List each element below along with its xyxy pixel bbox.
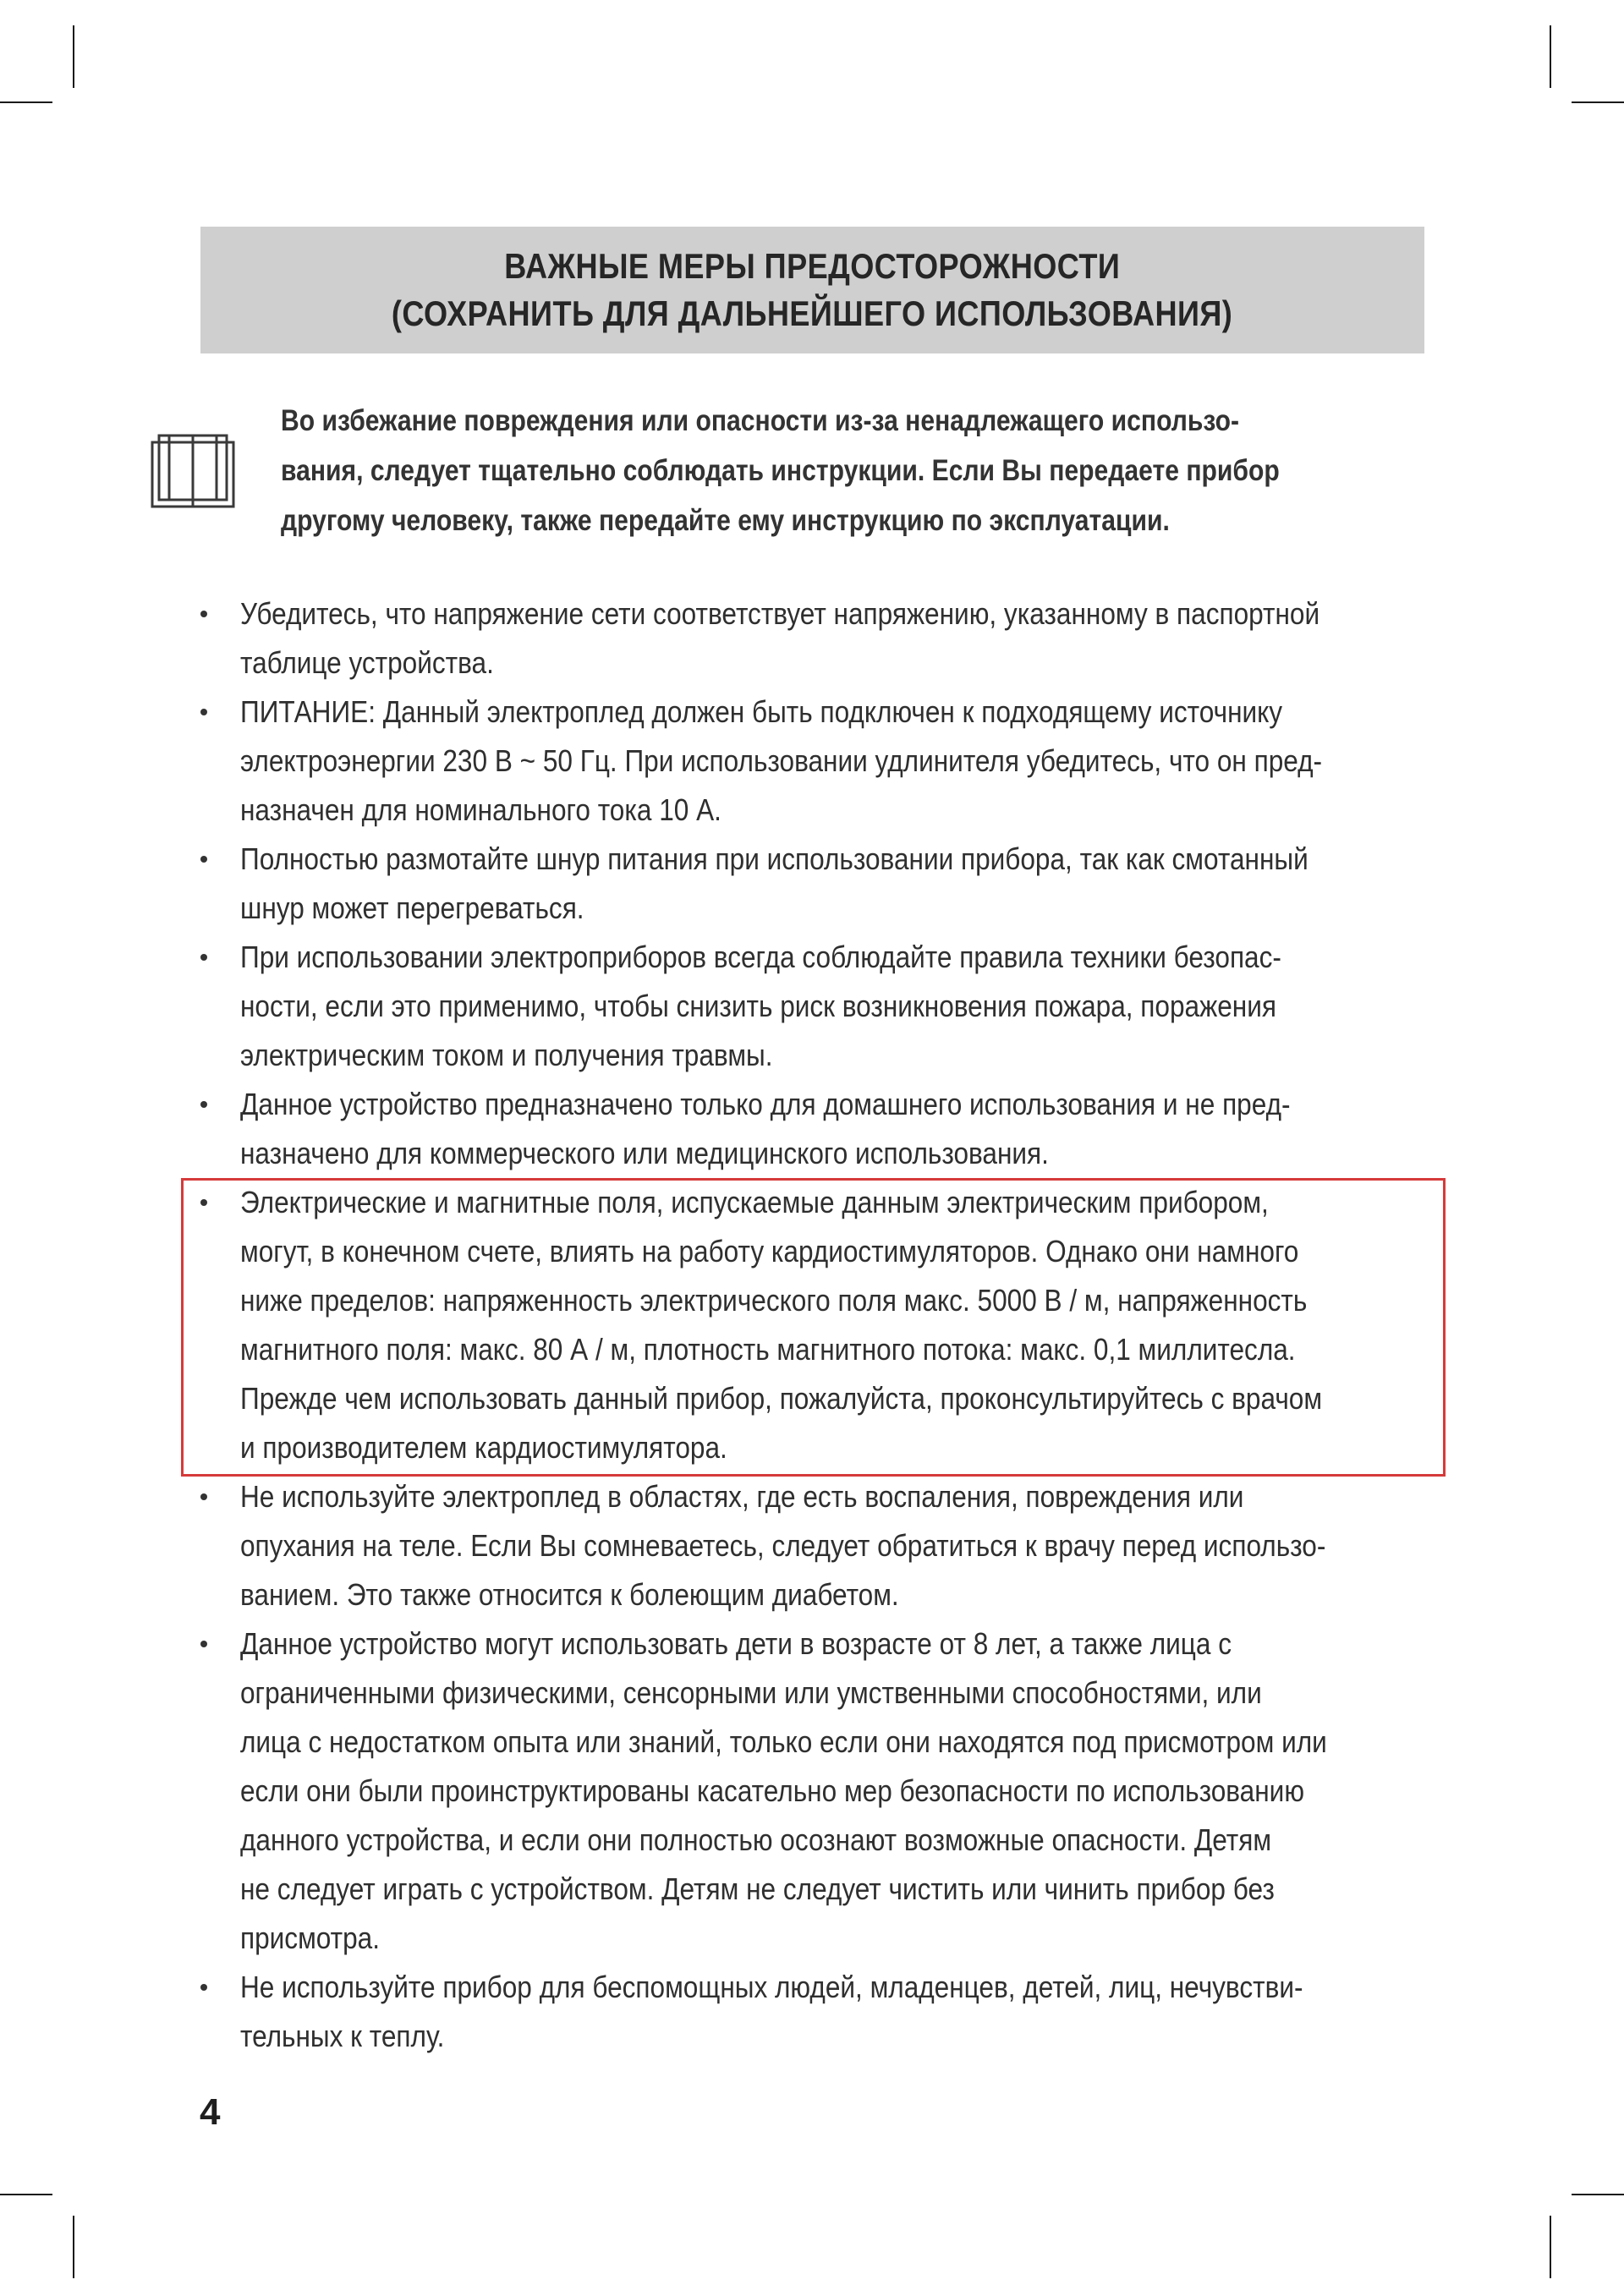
header-title-line-2: (СОХРАНИТЬ ДЛЯ ДАЛЬНЕЙШЕГО ИСПОЛЬЗОВАНИЯ) — [392, 293, 1233, 333]
list-item-line: присмотра. — [240, 1921, 381, 1955]
list-item-line: лица с недостатком опыта или знаний, только если они находятся под присмотром или — [240, 1724, 1327, 1759]
list-item — [0, 1963, 1624, 2061]
list-item-line: Не используйте электроплед в областях, где есть воспаления, повреждения или — [240, 1479, 1244, 1514]
intro-line: другому человеку, также передайте ему инструкцию по эксплуатации. — [281, 504, 1170, 537]
list-item-line: назначено для коммерческого или медицинского использования. — [240, 1136, 1049, 1170]
list-item-line: электрическим током и получения травмы. — [240, 1038, 773, 1072]
bullet-dot-icon — [200, 1984, 207, 1991]
list-item-line: Прежде чем использовать данный прибор, пожалуйста, проконсультируйтесь с врачом — [240, 1381, 1323, 1416]
bullet-dot-icon — [200, 856, 207, 863]
list-item-line: электроэнергии 230 В ~ 50 Гц. При использовании удлинителя убедитесь, что он пред- — [240, 743, 1323, 778]
list-item-line: Полностью размотайте шнур питания при использовании прибора, так как смотанный — [240, 841, 1309, 876]
list-item-line: тельных к теплу. — [240, 2019, 445, 2053]
list-item — [0, 1080, 1624, 1178]
bullet-dot-icon — [200, 611, 207, 617]
bullet-dot-icon — [200, 1199, 207, 1206]
list-item — [0, 589, 1624, 688]
list-item-line: если они были проинструктированы касательно мер безопасности по использованию — [240, 1773, 1305, 1808]
precautions-list — [0, 589, 1624, 2061]
list-item-line: ПИТАНИЕ: Данный электроплед должен быть подключен к подходящему источнику — [240, 694, 1283, 729]
list-item — [0, 835, 1624, 933]
section-header — [200, 227, 1424, 353]
list-item — [0, 1178, 1624, 1472]
list-item-line: Данное устройство предназначено только для домашнего использования и не пред- — [240, 1087, 1291, 1121]
list-item — [0, 688, 1624, 835]
list-item — [0, 933, 1624, 1080]
list-item-line: ванием. Это также относится к болеющим диабетом. — [240, 1577, 899, 1612]
header-title-line-1: ВАЖНЫЕ МЕРЫ ПРЕДОСТОРОЖНОСТИ — [504, 246, 1121, 286]
list-item-line: ности, если это применимо, чтобы снизить риск возникновения пожара, поражения — [240, 989, 1276, 1023]
bullet-dot-icon — [200, 709, 207, 715]
list-item — [0, 1472, 1624, 1619]
intro-line: Во избежание повреждения или опасности из-за ненадлежащего использо- — [281, 404, 1239, 437]
list-item — [0, 1619, 1624, 1963]
intro-paragraph — [281, 396, 1448, 545]
page-number: 4 — [200, 2091, 221, 2133]
list-item-line: таблице устройства. — [240, 645, 494, 680]
bullet-dot-icon — [200, 1493, 207, 1500]
list-item-line: данного устройства, и если они полностью осознают возможные опасности. Детям — [240, 1822, 1272, 1857]
crop-mark-top-left-vertical — [73, 25, 74, 88]
crop-mark-top-right-horizontal — [1572, 101, 1624, 103]
list-item-line: шнур может перегреваться. — [240, 890, 584, 925]
list-item-line: магнитного поля: макс. 80 А / м, плотность магнитного потока: макс. 0,1 миллитесла. — [240, 1332, 1296, 1367]
list-item-line: Убедитесь, что напряжение сети соответствует напряжению, указанному в паспортной — [240, 596, 1320, 631]
list-item-line: Данное устройство могут использовать дети в возрасте от 8 лет, а также лица с — [240, 1626, 1232, 1661]
list-item-line: не следует играть с устройством. Детям не следует чистить или чинить прибор без — [240, 1871, 1275, 1906]
list-item-line: назначен для номинального тока 10 А. — [240, 792, 721, 827]
book-icon — [151, 432, 235, 517]
list-item-line: опухания на теле. Если Вы сомневаетесь, следует обратиться к врачу перед использо- — [240, 1528, 1326, 1563]
crop-mark-bottom-left-vertical — [73, 2216, 74, 2278]
list-item-line: ниже пределов: напряженность электрического поля макс. 5000 В / м, напряженность — [240, 1283, 1308, 1318]
bullet-dot-icon — [200, 954, 207, 961]
list-item-line: Электрические и магнитные поля, испускаемые данным электрическим прибором, — [240, 1185, 1269, 1219]
list-item-line: и производителем кардиостимулятора. — [240, 1430, 727, 1465]
crop-mark-top-left-horizontal — [0, 101, 52, 103]
intro-line: вания, следует тщательно соблюдать инструкции. Если Вы передаете прибор — [281, 454, 1280, 487]
crop-mark-bottom-right-horizontal — [1572, 2194, 1624, 2195]
list-item-line: могут, в конечном счете, влиять на работу кардиостимуляторов. Однако они намного — [240, 1234, 1299, 1269]
list-item-line: При использовании электроприборов всегда соблюдайте правила техники безопас- — [240, 940, 1281, 974]
list-item-line: ограниченными физическими, сенсорными или умственными способностями, или — [240, 1675, 1262, 1710]
bullet-dot-icon — [200, 1641, 207, 1647]
crop-mark-bottom-right-vertical — [1550, 2216, 1551, 2278]
bullet-dot-icon — [200, 1101, 207, 1108]
crop-mark-top-right-vertical — [1550, 25, 1551, 88]
list-item-line: Не используйте прибор для беспомощных людей, младенцев, детей, лиц, нечувстви- — [240, 1970, 1303, 2004]
crop-mark-bottom-left-horizontal — [0, 2194, 52, 2195]
